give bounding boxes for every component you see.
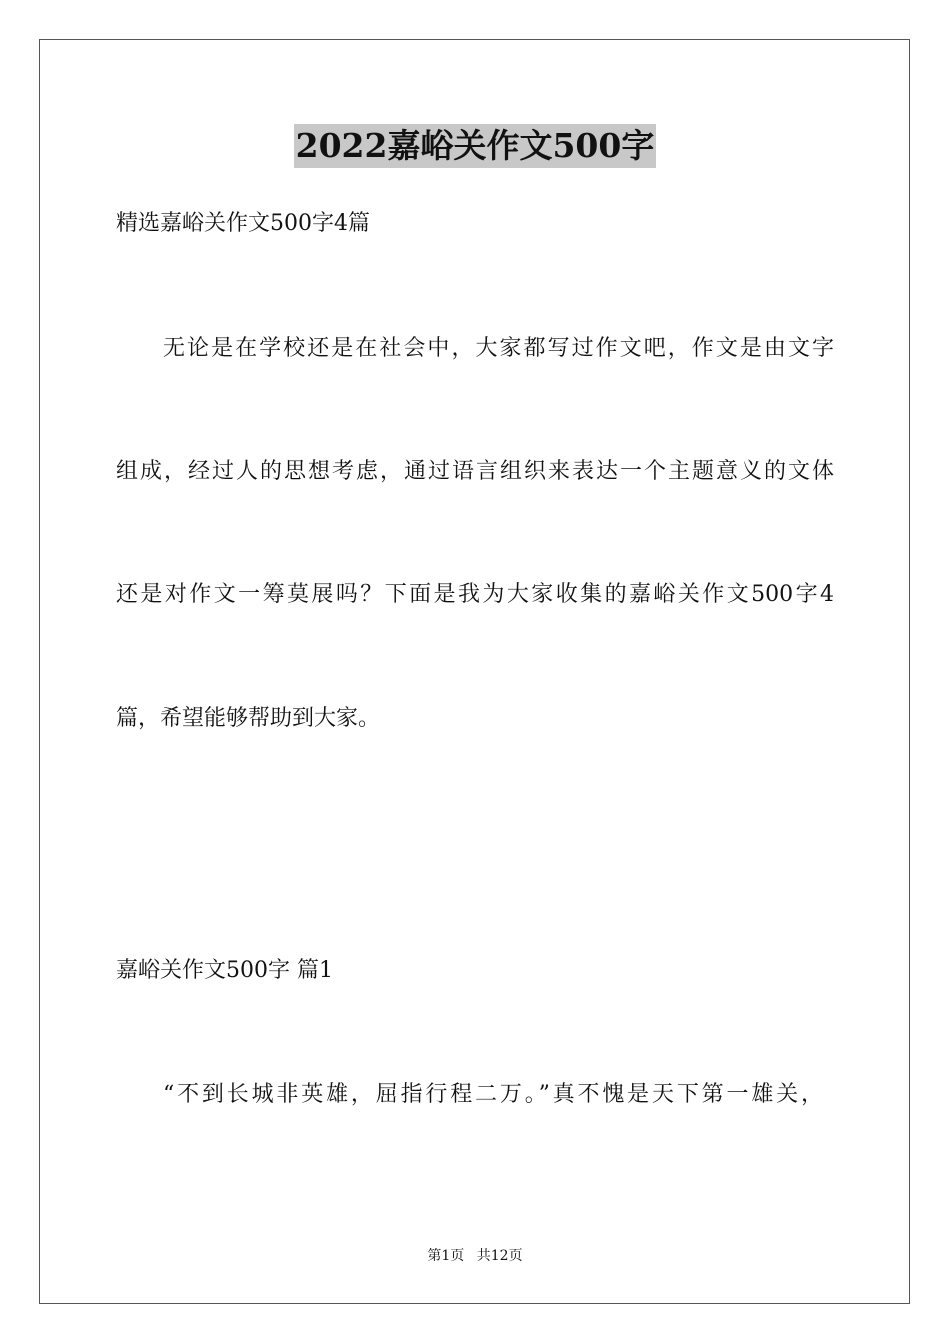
- page-number-current: 第1页: [427, 1248, 465, 1264]
- page-number-total: 共12页: [476, 1248, 523, 1264]
- intro-line-1: 无论是在学校还是在社会中，大家都写过作文吧，作文是由文字: [163, 336, 834, 361]
- intro-line-2: 组成，经过人的思想考虑，通过语言组织来表达一个主题意义的文体: [116, 459, 834, 484]
- document-subtitle: 精选嘉峪关作文500字4篇: [116, 211, 370, 236]
- intro-line-4: 篇，希望能够帮助到大家。: [116, 706, 381, 731]
- section-paragraph-line-1: “不到长城非英雄，屈指行程二万。”真不愧是天下第一雄关，: [163, 1082, 823, 1107]
- section-heading: 嘉峪关作文500字 篇1: [116, 958, 333, 983]
- intro-line-3: 还是对作文一筹莫展吗？下面是我为大家收集的嘉峪关作文500字4: [116, 582, 834, 607]
- title-container: [0, 124, 950, 168]
- page-footer: [0, 1247, 950, 1265]
- document-title: 2022嘉峪关作文500字: [294, 124, 657, 168]
